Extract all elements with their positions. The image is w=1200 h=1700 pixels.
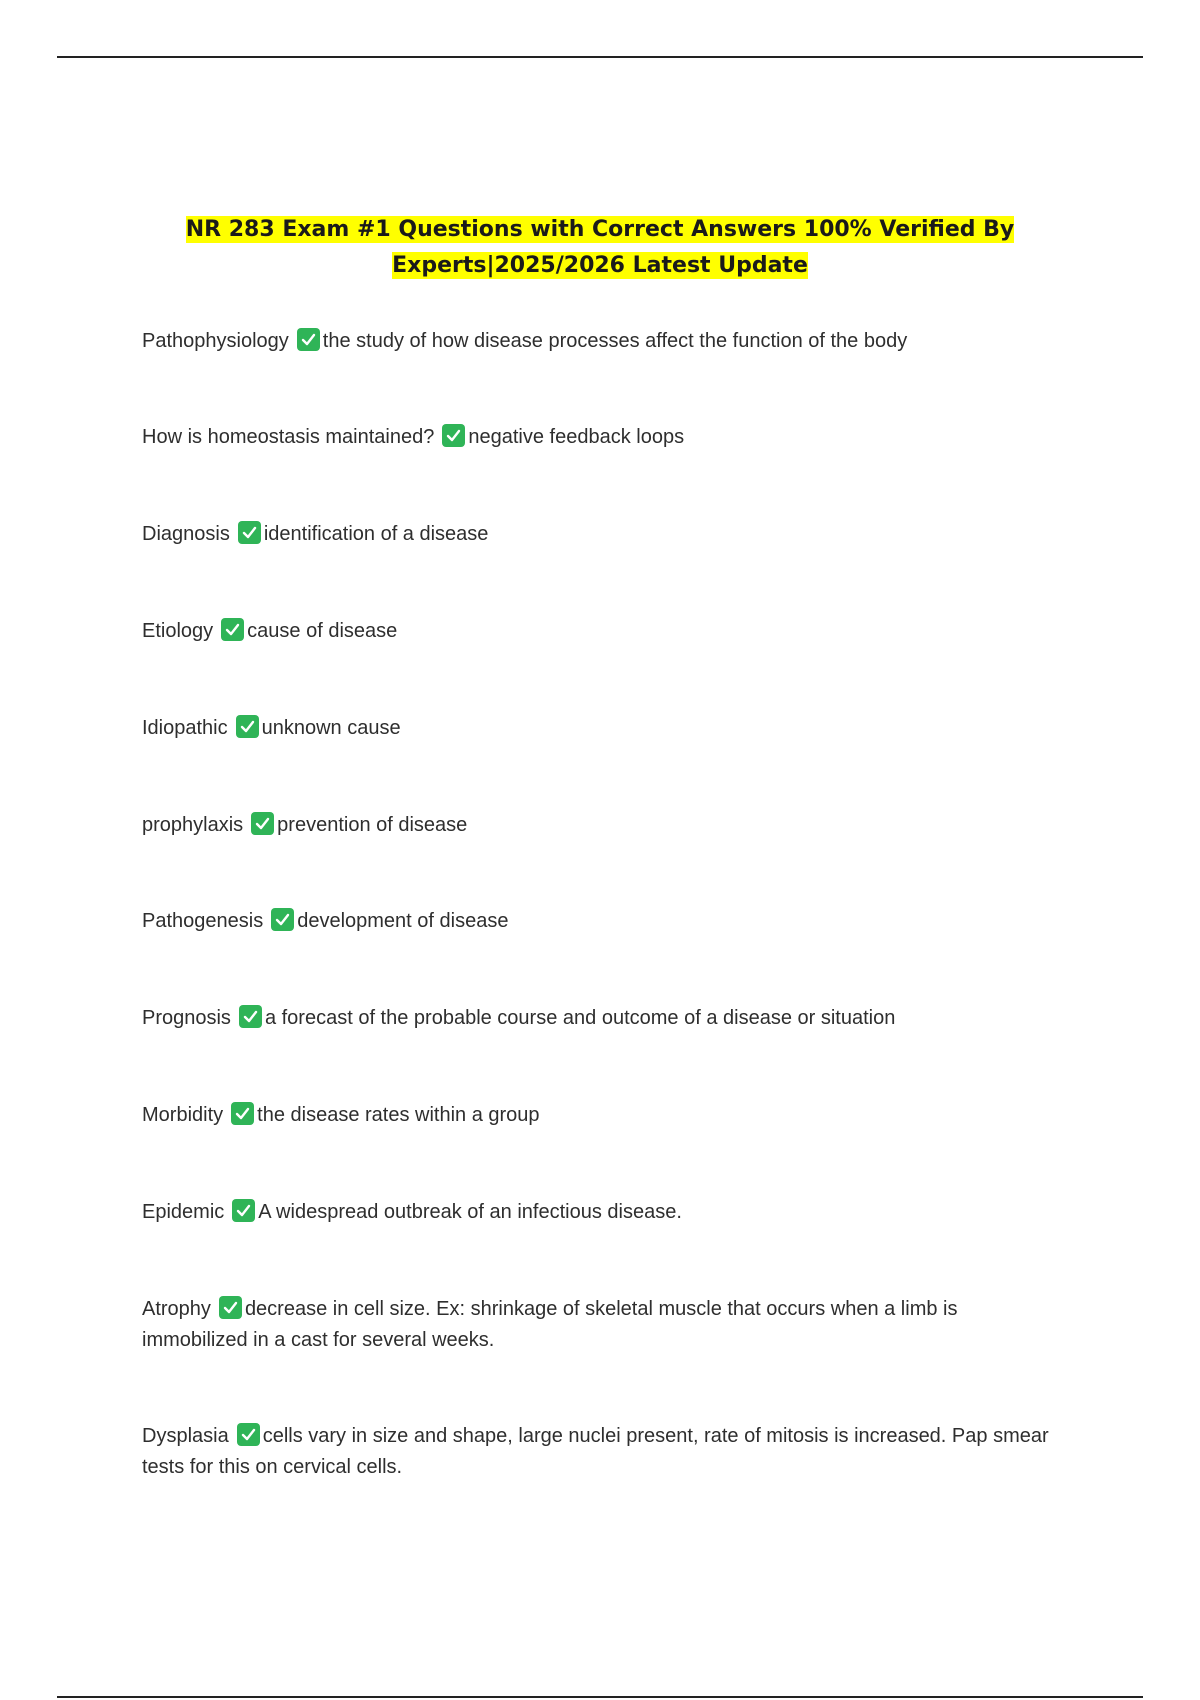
qa-answer: a forecast of the probable course and outcome of a disease or situation xyxy=(264,1007,896,1029)
qa-term: prophylaxis xyxy=(142,814,244,836)
qa-term: Etiology xyxy=(142,620,214,642)
check-mark-icon xyxy=(236,715,259,738)
check-mark-icon xyxy=(442,424,465,447)
title-line-1: NR 283 Exam #1 Questions with Correct Answers 100% Verified By xyxy=(185,217,1015,242)
check-mark-icon xyxy=(219,1296,242,1319)
qa-item xyxy=(142,519,1062,550)
check-mark-icon xyxy=(271,908,294,931)
qa-answer: negative feedback loops xyxy=(468,426,685,448)
check-mark-icon xyxy=(297,328,320,351)
qa-term: Idiopathic xyxy=(142,717,228,739)
qa-item xyxy=(142,326,1062,357)
qa-term: Epidemic xyxy=(142,1201,225,1223)
top-rule xyxy=(57,56,1143,58)
qa-answer: the study of how disease processes affect the function of the body xyxy=(322,330,908,352)
qa-answer: cells vary in size and shape, large nuclei present, rate of mitosis is increased. Pap smear tests for this on cervical cells. xyxy=(142,1425,1049,1478)
qa-item xyxy=(142,1294,1062,1356)
qa-term: Morbidity xyxy=(142,1104,224,1126)
qa-term: How is homeostasis maintained? xyxy=(142,426,435,448)
qa-answer: identification of a disease xyxy=(263,523,489,545)
qa-answer: the disease rates within a group xyxy=(257,1104,540,1126)
qa-term: Pathophysiology xyxy=(142,330,289,352)
qa-answer: prevention of disease xyxy=(277,814,468,836)
document-title xyxy=(140,212,1060,284)
check-mark-icon xyxy=(238,521,261,544)
check-mark-icon xyxy=(251,812,274,835)
qa-item xyxy=(142,906,1062,937)
qa-answer: cause of disease xyxy=(247,620,398,642)
qa-item xyxy=(142,1421,1062,1483)
check-mark-icon xyxy=(237,1423,260,1446)
qa-item xyxy=(142,422,1062,453)
qa-item xyxy=(142,810,1062,841)
qa-answer: unknown cause xyxy=(261,717,401,739)
qa-item xyxy=(142,1197,1062,1228)
qa-term: Dysplasia xyxy=(142,1425,229,1447)
title-line-2: Experts|2025/2026 Latest Update xyxy=(392,253,808,278)
check-mark-icon xyxy=(239,1005,262,1028)
qa-term: Atrophy xyxy=(142,1298,211,1320)
qa-item xyxy=(142,1100,1062,1131)
qa-term: Diagnosis xyxy=(142,523,230,545)
qa-term: Pathogenesis xyxy=(142,910,264,932)
qa-item xyxy=(142,1003,1062,1034)
bottom-rule xyxy=(57,1696,1143,1698)
qa-term: Prognosis xyxy=(142,1007,231,1029)
check-mark-icon xyxy=(231,1102,254,1125)
check-mark-icon xyxy=(232,1199,255,1222)
qa-item xyxy=(142,713,1062,744)
qa-answer: decrease in cell size. Ex: shrinkage of skeletal muscle that occurs when a limb is immobilized in a cast for several weeks. xyxy=(142,1298,958,1351)
qa-answer: development of disease xyxy=(297,910,509,932)
qa-item xyxy=(142,616,1062,647)
qa-answer: A widespread outbreak of an infectious disease. xyxy=(258,1201,682,1223)
check-mark-icon xyxy=(221,618,244,641)
